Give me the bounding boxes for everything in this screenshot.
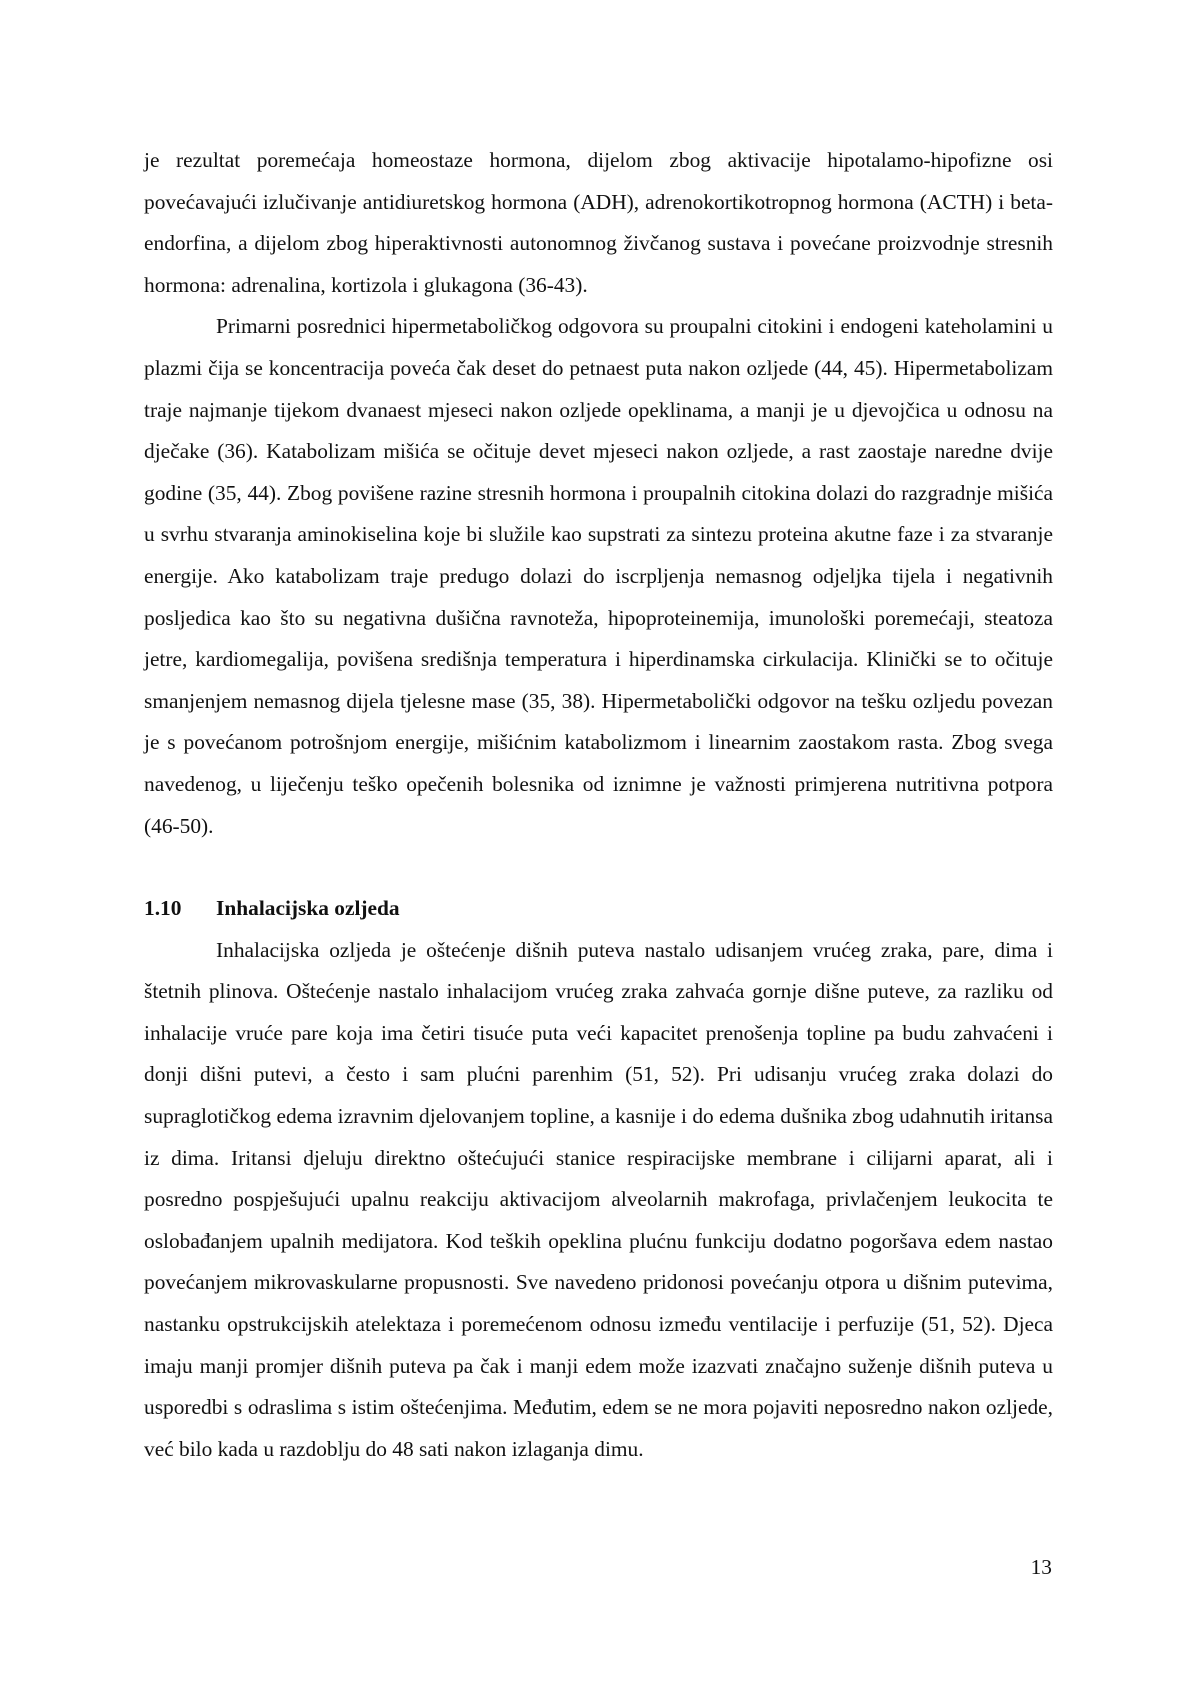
section-heading xyxy=(144,888,1053,930)
paragraph-hypermetabolism: Primarni posrednici hipermetaboličkog odgovora su proupalni citokini i endogeni kateholamini u plazmi čija se koncentracija poveća čak deset do petnaest puta nakon ozljede (44, 45). Hipermetabolizam traje najmanje tijekom dvanaest mjeseci nakon ozljede opeklinama, a manji je u djevojčica u odnosu na dječake (36). Katabolizam mišića se očituje devet mjeseci nakon ozljede, a rast zaostaje naredne dvije godine (35, 44). Zbog povišene razine stresnih hormona i proupalnih citokina dolazi do razgradnje mišića u svrhu stvaranja aminokiselina koje bi služile kao supstrati za sintezu proteina akutne faze i za stvaranje energije. Ako katabolizam traje predugo dolazi do iscrpljenja nemasnog odjeljka tijela i negativnih posljedica kao što su negativna dušična ravnoteža, hipoproteinemija, imunološki poremećaji, steatoza jetre, kardiomegalija, povišena središnja temperatura i hiperdinamska cirkulacija. Klinički se to očituje smanjenjem nemasnog dijela tjelesne mase (35, 38). Hipermetabolički odgovor na tešku ozljedu povezan je s povećanom potrošnjom energije, mišićnim katabolizmom i linearnim zaostakom rasta. Zbog svega navedenog, u liječenju teško opečenih bolesnika od iznimne je važnosti primjerena nutritivna potpora (46-50). xyxy=(144,314,1053,838)
paragraph-continuation: je rezultat poremećaja homeostaze hormona, dijelom zbog aktivacije hipotalamo-hipofizne osi povećavajući izlučivanje antidiuretskog hormona (ADH), adrenokortikotropnog hormona (ACTH) i beta-endorfina, a dijelom zbog hiperaktivnosti autonomnog živčanog sustava i povećane proizvodnje stresnih hormona: adrenalina, kortizola i glukagona (36-43). xyxy=(144,148,1053,297)
section-number: 1.10 xyxy=(144,896,182,921)
paragraph-inhalation-injury: Inhalacijska ozljeda je oštećenje dišnih puteva nastalo udisanjem vrućeg zraka, pare, dima i štetnih plinova. Oštećenje nastalo inhalacijom vrućeg zraka zahvaća gornje dišne puteve, za razliku od inhalacije vruće pare koja ima četiri tisuće puta veći kapacitet prenošenja topline pa budu zahvaćeni i donji dišni putevi, a često i sam plućni parenhim (51, 52). Pri udisanju vrućeg zraka dolazi do supraglotičkog edema izravnim djelovanjem topline, a kasnije i do edema dušnika zbog udahnutih iritansa iz dima. Iritansi djeluju direktno oštećujući stanice respiracijske membrane i cilijarni aparat, ali i posredno pospješujući upalnu reakciju aktivacijom alveolarnih makrofaga, privlačenjem leukocita te oslobađanjem upalnih medijatora. Kod teških opeklina plućnu funkciju dodatno pogoršava edem nastao povećanjem mikrovaskularne propusnosti. Sve navedeno pridonosi povećanju otpora u dišnim putevima, nastanku opstrukcijskih atelektaza i poremećenom odnosu između ventilacije i perfuzije (51, 52). Djeca imaju manji promjer dišnih puteva pa čak i manji edem može izazvati značajno suženje dišnih puteva u usporedbi s odraslima s istim oštećenjima. Međutim, edem se ne mora pojaviti neposredno nakon ozljede, već bilo kada u razdoblju do 48 sati nakon izlaganja dimu. xyxy=(144,937,1053,1461)
section-title: Inhalacijska ozljeda xyxy=(216,896,400,921)
page-number: 13 xyxy=(1030,1555,1052,1579)
document-page xyxy=(144,140,1053,1470)
